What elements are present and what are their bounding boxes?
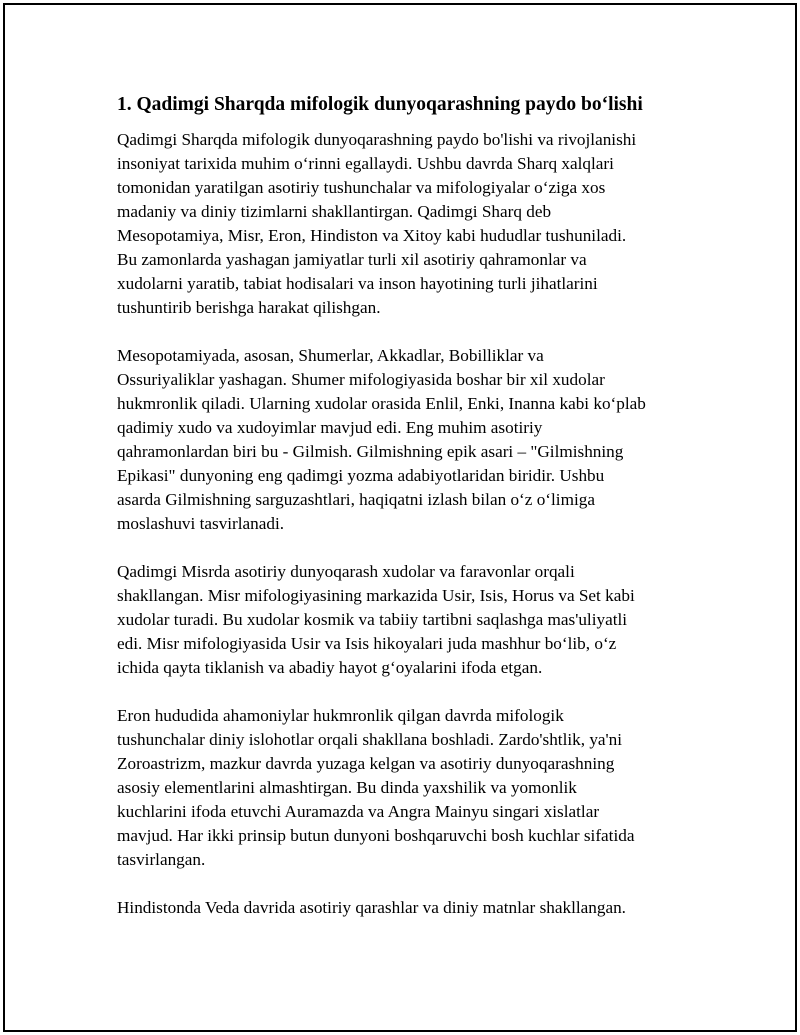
paragraph [117, 704, 707, 872]
text-line: Qadimgi Sharqda mifologik dunyoqarashning paydo bo'lishi va rivojlanishi [117, 130, 637, 149]
text-line: Eron hududida ahamoniylar hukmronlik qilgan davrda mifologik [117, 706, 564, 725]
text-line: asosiy elementlarini almashtirgan. Bu dinda yaxshilik va yomonlik [117, 778, 577, 797]
text-line: xudolar turadi. Bu xudolar kosmik va tabiiy tartibni saqlashga mas'uliyatli [117, 610, 628, 629]
text-line: madaniy va diniy tizimlarni shakllantirgan. Qadimgi Sharq deb [117, 202, 552, 221]
text-line: Epikasi" dunyoning eng qadimgi yozma adabiyotlaridan biridir. Ushbu [117, 466, 605, 485]
text-line: tushunchalar diniy islohotlar orqali shakllana boshladi. Zardo'shtlik, ya'ni [117, 730, 623, 749]
text-line: edi. Misr mifologiyasida Usir va Isis hikoyalari juda mashhur bo‘lib, o‘z [117, 634, 617, 653]
text-line: insoniyat tarixida muhim o‘rinni egallaydi. Ushbu davrda Sharq xalqlari [117, 154, 614, 173]
text-line: tushuntirib berishga harakat qilishgan. [117, 298, 381, 317]
paragraph [117, 896, 707, 920]
text-line: Zoroastrizm, mazkur davrda yuzaga kelgan va asotiriy dunyoqarashning [117, 754, 615, 773]
text-line: ichida qayta tiklanish va abadiy hayot g‘oyalarini ifoda etgan. [117, 658, 543, 677]
paragraph [117, 560, 707, 680]
text-line: Mesopotamiyada, asosan, Shumerlar, Akkadlar, Bobilliklar va [117, 346, 544, 365]
document-body [117, 92, 707, 944]
text-line: asarda Gilmishning sarguzashtlari, haqiqatni izlash bilan o‘z o‘limiga [117, 490, 595, 509]
text-line: Mesopotamiya, Misr, Eron, Hindiston va Xitoy kabi hududlar tushuniladi. [117, 226, 627, 245]
text-line: Hindistonda Veda davrida asotiriy qarashlar va diniy matnlar shakllangan. [117, 898, 626, 917]
text-line: xudolarni yaratib, tabiat hodisalari va inson hayotining turli jihatlarini [117, 274, 598, 293]
text-line: shakllangan. Misr mifologiyasining markazida Usir, Isis, Horus va Set kabi [117, 586, 635, 605]
paragraph [117, 128, 707, 320]
text-line: Bu zamonlarda yashagan jamiyatlar turli xil asotiriy qahramonlar va [117, 250, 587, 269]
text-line: hukmronlik qiladi. Ularning xudolar orasida Enlil, Enki, Inanna kabi ko‘plab [117, 394, 646, 413]
section-heading: 1. Qadimgi Sharqda mifologik dunyoqarashning paydo bo‘lishi [117, 94, 643, 115]
text-line: qahramonlardan biri bu - Gilmish. Gilmishning epik asari – "Gilmishning [117, 442, 624, 461]
text-line: kuchlarini ifoda etuvchi Auramazda va Angra Mainyu singari xislatlar [117, 802, 600, 821]
text-line: tasvirlangan. [117, 850, 206, 869]
paragraph [117, 344, 707, 536]
paragraphs-container [117, 128, 707, 920]
text-line: moslashuvi tasvirlanadi. [117, 514, 285, 533]
text-line: Ossuriyaliklar yashagan. Shumer mifologiyasida boshar bir xil xudolar [117, 370, 605, 389]
text-line: mavjud. Har ikki prinsip butun dunyoni boshqaruvchi bosh kuchlar sifatida [117, 826, 635, 845]
text-line: qadimiy xudo va xudoyimlar mavjud edi. Eng muhim asotiriy [117, 418, 543, 437]
text-line: tomonidan yaratilgan asotiriy tushunchalar va mifologiyalar o‘ziga xos [117, 178, 606, 197]
text-line: Qadimgi Misrda asotiriy dunyoqarash xudolar va faravonlar orqali [117, 562, 575, 581]
